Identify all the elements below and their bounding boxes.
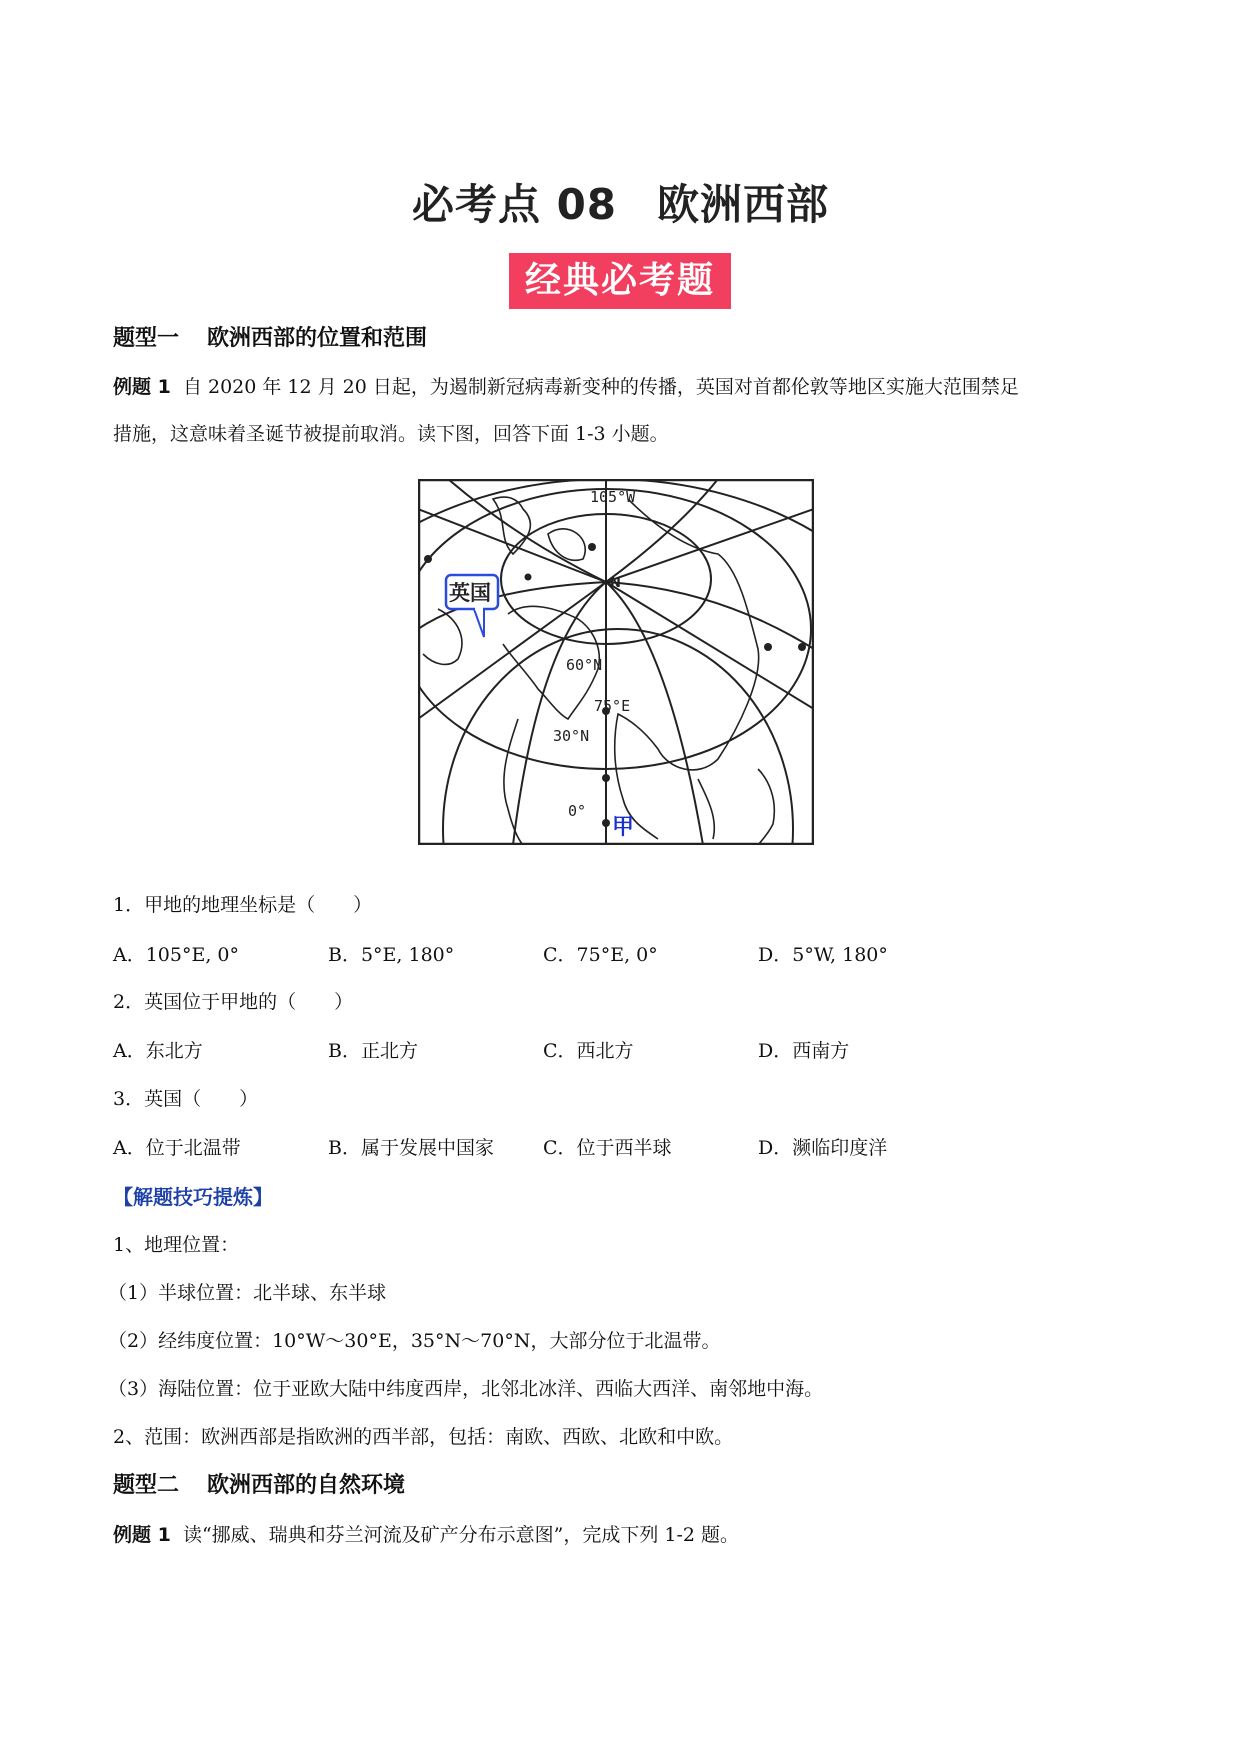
example-label: 例题 1: [113, 1524, 171, 1546]
map-label-60n: 60°N: [566, 656, 603, 674]
tips-line: 1、地理位置：: [113, 1234, 240, 1256]
question-1-stem: 1．甲地的地理坐标是（ ）: [113, 894, 373, 916]
question-1-option-b: B．5°E, 180°: [328, 944, 455, 966]
question-2-stem: 2．英国位于甲地的（ ）: [113, 991, 354, 1013]
tips-line: 2、范围：欧洲西部是指欧洲的西半部，包括：南欧、西欧、北欧和中欧。: [113, 1426, 734, 1448]
section-title: 欧洲西部的自然环境: [207, 1473, 406, 1498]
section-title: 欧洲西部的位置和范围: [207, 326, 428, 351]
map-label-0: 0°: [568, 802, 587, 820]
question-3-option-d: D．濒临印度洋: [758, 1137, 888, 1159]
tips-line: （3）海陆位置：位于亚欧大陆中纬度西岸，北邻北冰洋、西临大西洋、南邻地中海。: [108, 1378, 824, 1400]
example-1-line-2: 措施，这意味着圣诞节被提前取消。读下图，回答下面 1-3 小题。: [113, 423, 669, 445]
section-heading-2: [113, 1468, 405, 1499]
tips-heading: 【解题技巧提炼】: [113, 1185, 273, 1209]
tips-line: （1）半球位置：北半球、东半球: [108, 1282, 387, 1304]
question-1-option-c: C．75°E, 0°: [543, 944, 658, 966]
map-label-uk: 英国: [449, 581, 491, 605]
question-1-option-d: D．5°W, 180°: [758, 944, 888, 966]
question-2-option-a: A．东北方: [113, 1040, 203, 1062]
question-1-option-a: A．105°E, 0°: [113, 944, 240, 966]
map-label-north: N: [610, 576, 621, 591]
example-label: 例题 1: [113, 376, 171, 398]
map-label-105w: 105°W: [590, 488, 636, 506]
section-label: 题型二: [113, 1473, 180, 1498]
question-3-option-b: B．属于发展中国家: [328, 1137, 494, 1159]
title-topic: 欧洲西部: [657, 180, 830, 229]
question-2-option-b: B．正北方: [328, 1040, 418, 1062]
question-3-option-a: A．位于北温带: [113, 1137, 241, 1159]
map-border: [419, 480, 813, 844]
page-title: [0, 172, 1241, 232]
question-2-option-d: D．西南方: [758, 1040, 850, 1062]
polar-map: [418, 479, 814, 845]
title-main: 必考点 08: [411, 180, 618, 229]
section-label: 题型一: [113, 326, 180, 351]
example-1-line-1: [113, 372, 1019, 399]
map-label-75e: 75°E: [594, 697, 631, 715]
section-heading-1: [113, 321, 427, 352]
map-label-30n: 30°N: [553, 727, 590, 745]
question-3-option-c: C．位于西半球: [543, 1137, 672, 1159]
polar-map-figure: [418, 479, 814, 845]
question-2-option-c: C．西北方: [543, 1040, 634, 1062]
tips-line: （2）经纬度位置：10°W～30°E，35°N～70°N，大部分位于北温带。: [108, 1330, 721, 1352]
example-2-line: [113, 1520, 739, 1547]
question-3-stem: 3．英国（ ）: [113, 1088, 259, 1110]
example-text: 读“挪威、瑞典和芬兰河流及矿产分布示意图”，完成下列 1-2 题。: [182, 1524, 740, 1546]
classic-questions-banner: 经典必考题: [509, 253, 731, 309]
example-text: 自 2020 年 12 月 20 日起，为遏制新冠病毒新变种的传播，英国对首都伦敦等地区实施大范围禁足: [182, 376, 1019, 398]
map-label-jia: 甲: [612, 815, 635, 840]
